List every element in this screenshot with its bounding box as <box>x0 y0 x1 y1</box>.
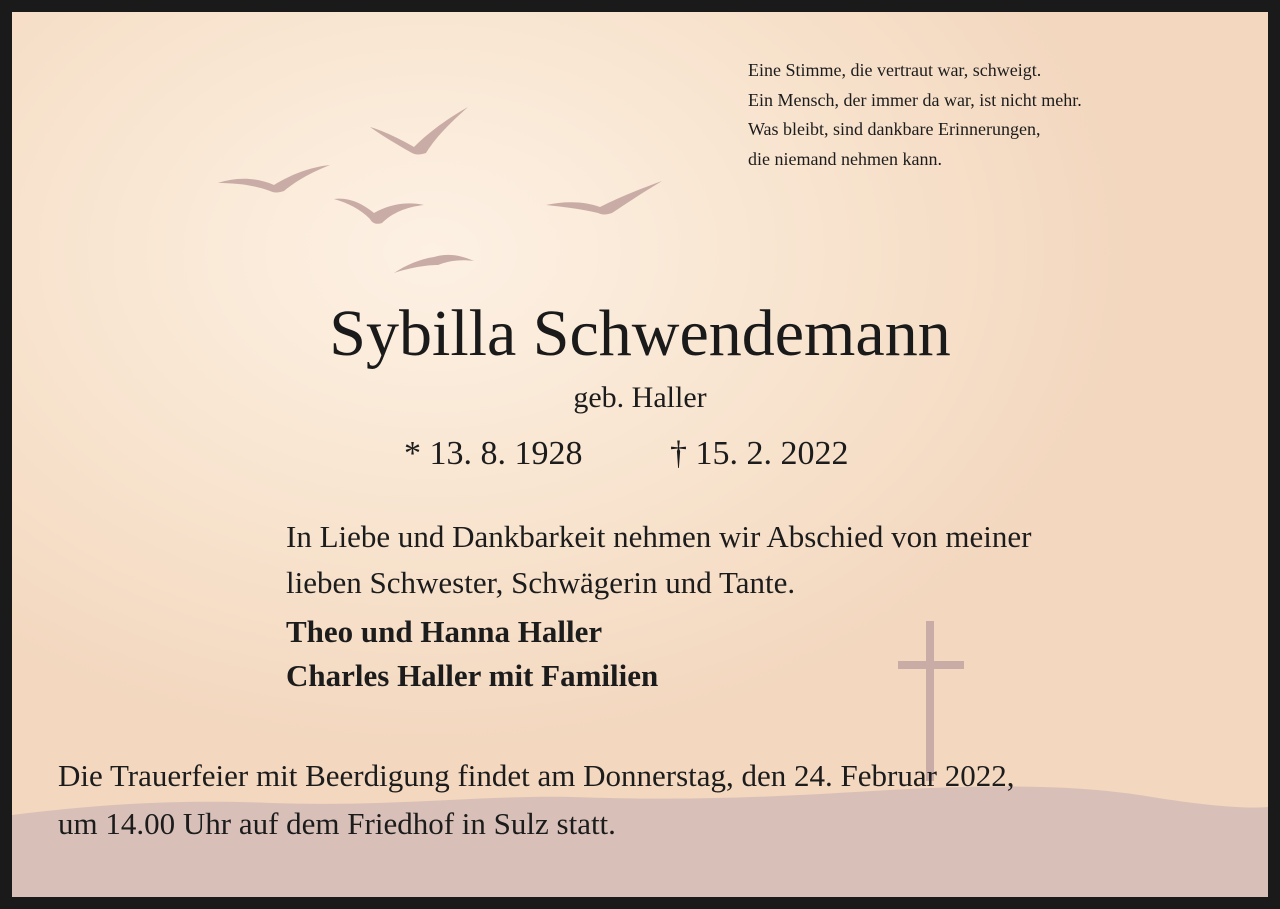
funeral-line: Die Trauerfeier mit Beerdigung findet am Donnerstag, den 24. Februar 2022, <box>58 758 1015 793</box>
mourner-name: Theo und Hanna Haller <box>286 614 603 649</box>
bird-icon <box>370 107 468 155</box>
mourner-name: Charles Haller mit Familien <box>286 658 659 693</box>
farewell-message <box>286 514 1226 606</box>
mourners-list <box>286 610 986 698</box>
death-date: † 15. 2. 2022 <box>670 435 849 472</box>
funeral-line: um 14.00 Uhr auf dem Friedhof in Sulz statt. <box>58 806 616 841</box>
poem-line: Was bleibt, sind dankbare Erinnerungen, <box>748 119 1041 139</box>
message-line: In Liebe und Dankbarkeit nehmen wir Abschied von meiner <box>286 519 1032 554</box>
memorial-poem <box>748 56 1248 174</box>
birds-illustration <box>202 97 672 287</box>
funeral-notice <box>58 752 1258 848</box>
maiden-name: geb. Haller <box>573 381 707 414</box>
birth-date: * 13. 8. 1928 <box>404 435 583 472</box>
poem-line: die niemand nehmen kann. <box>748 148 942 169</box>
message-line: lieben Schwester, Schwägerin und Tante. <box>286 565 796 600</box>
poem-line: Eine Stimme, die vertraut war, schweigt. <box>748 60 1042 80</box>
deceased-name: Sybilla Schwendemann <box>329 297 951 370</box>
bird-icon <box>546 181 662 215</box>
bird-icon <box>394 255 474 273</box>
poem-line: Ein Mensch, der immer da war, ist nicht mehr. <box>748 89 1082 110</box>
bird-icon <box>334 199 424 224</box>
obituary-card <box>12 12 1268 897</box>
bird-icon <box>218 165 330 193</box>
